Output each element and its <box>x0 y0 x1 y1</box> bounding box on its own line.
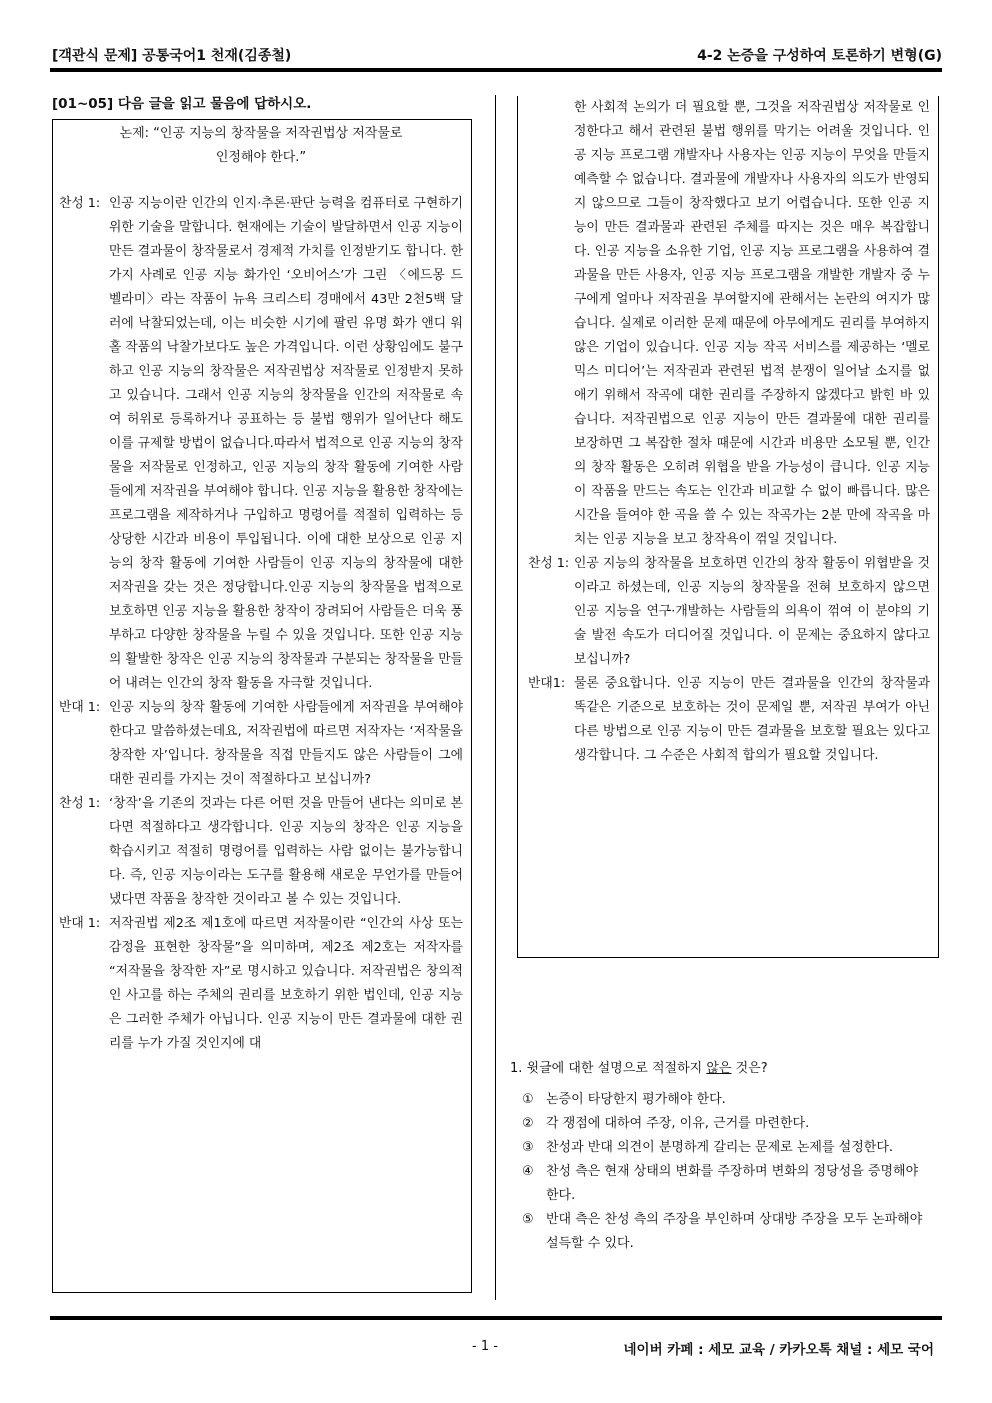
speech-text: ‘창작’을 기존의 것과는 다른 어떤 것을 만들어 낸다는 의미로 본다면 적절하다고 생각합니다. 인공 지능의 창작은 인공 지능을 학습시키고 적절히 명령어를 입력하는 사람 없이는 불가능합니다. 즉, 인공 지능이라는 도구를 활용해 새로운 무언가를 만들어 냈다면 작품을 창작한 것이라고 볼 수 있는 것입니다. <box>109 796 463 907</box>
speaker-label: 반대1: <box>528 676 566 691</box>
speech-continuation: 한 사회적 논의가 더 필요할 뿐, 그것을 저작권법상 저작물로 인정한다고 해서 관련된 불법 행위를 막기는 어려울 것입니다. 인공 지능 프로그램 개발자나 사용자는 인공 지능이 무엇을 만들지 예측할 수 없습니다. 결과물에 개발자나 사용자의 의도가 반영되지 않으므로 그들이 창작했다고 보기 어렵습니다. 또한 인공 지능이 만든 결과물과 관련된 주체를 따지는 것은 매우 복잡합니다. 인공 지능을 소유한 기업, 인공 지능 프로그램을 사용하여 결과물을 만든 사용자, 인공 지능 프로그램을 개발한 개발자 중 누구에게 얼마나 저작권을 부여할지에 관해서는 논란의 여지가 많습니다. 실제로 이러한 문제 때문에 아무에게도 권리를 부여하지 않은 기업이 있습니다. 인공 지능 작곡 서비스를 제공하는 ‘멜로믹스 미디어’는 저작권과 관련된 법적 분쟁이 일어날 소지를 없애기 위해서 작곡에 대한 권리를 주장하지 않겠다고 밝힌 바 있습니다. 저작권법으로 인공 지능이 만든 결과물에 대한 권리를 보장하면 그 복잡한 절차 때문에 시간과 비용만 소모될 뿐, 인간의 창작 활동은 오히려 위협을 받을 가능성이 큽니다. 인공 지능이 작품을 만드는 속도는 인간과 비교할 수 없이 빠릅니다. 많은 시간을 들여야 한 곡을 쓸 수 있는 작곡가는 2분 만에 작곡을 마치는 인공 지능을 보고 창작욕이 꺾일 것입니다. <box>574 100 930 547</box>
speech-text: 저작권법 제2조 제1호에 따르면 저작물이란 “인간의 사상 또는 감정을 표현한 창작물”을 의미하며, 제2조 제2호는 저작자를 “저작물을 창작한 자”로 명시하고 있습니다. 저작권법은 창의적인 사고를 하는 주체의 권리를 보호하기 위한 법인데, 인공 지능은 그러한 주체가 아닙니다. 인공 지능이 만든 결과물에 대한 권리를 누가 가질 것인지에 대 <box>109 916 463 1051</box>
column-divider <box>495 95 496 1300</box>
topic-line-1: 논제: “인공 지능의 창작물을 저작권법상 저작물로 <box>119 126 403 141</box>
speech-text: 인공 지능의 창작 활동에 기여한 사람들에게 저작권을 부여해야 한다고 말씀하셨는데요, 저작권법에 따르면 저작자는 ‘저작물을 창작한 자’입니다. 창작물을 직접 만들지도 않은 사람들이 그에 대한 권리를 가지는 것이 적절하다고 보십니까? <box>109 700 463 787</box>
option-text: 찬성 측은 현재 상태의 변화를 주장하며 변화의 정당성을 증명해야 한다. <box>546 1164 919 1203</box>
passage-box-left <box>52 119 472 1293</box>
option-number: ③ <box>522 1140 534 1155</box>
speech-text: 인공 지능의 창작물을 보호하면 인간의 창작 활동이 위협받을 것이라고 하셨는데, 인공 지능의 창작물을 전혀 보호하지 않으면 인공 지능을 연구·개발하는 사람들의 의욕이 꺾여 이 분야의 기술 발전 속도가 더디어질 것입니다. 이 문제는 중요하지 않다고 보십니까? <box>574 556 930 667</box>
speech-text: 물론 중요합니다. 인공 지능이 만든 결과물을 인간의 창작물과 똑같은 기준으로 보호하는 것이 문제일 뿐, 저작권 부여가 아닌 다른 방법으로 인공 지능이 만든 결과물을 보호할 필요는 있다고 생각합니다. 그 수준은 사회적 합의가 필요할 것입니다. <box>574 676 930 763</box>
option-number: ⑤ <box>522 1212 534 1227</box>
answer-option[interactable] <box>522 1208 934 1256</box>
bottom-rule <box>50 1316 942 1320</box>
header-unit: 4-2 논증을 구성하여 토론하기 변형(G) <box>697 48 942 64</box>
header-title: [객관식 문제] 공통국어1 천재(김종철) <box>52 48 292 64</box>
speech <box>59 696 463 792</box>
answer-option[interactable] <box>522 1136 934 1160</box>
option-text: 찬성과 반대 의견이 분명하게 갈리는 문제로 논제를 설정한다. <box>546 1140 894 1155</box>
speech <box>59 792 463 912</box>
speaker-label: 반대 1: <box>59 700 101 715</box>
option-text: 각 쟁점에 대하여 주장, 이유, 근거를 마련한다. <box>546 1116 810 1131</box>
question-stem <box>510 1057 768 1076</box>
debate-topic <box>59 122 463 170</box>
option-number: ① <box>522 1092 534 1107</box>
answer-option[interactable] <box>522 1112 934 1136</box>
page-number: - 1 - <box>472 1339 498 1354</box>
speaker-label: 반대 1: <box>59 916 101 931</box>
question-prefix: 1. 윗글에 대한 설명으로 적절하지 <box>510 1061 707 1076</box>
option-text: 논증이 타당한지 평가해야 한다. <box>546 1092 726 1107</box>
speaker-label: 찬성 1: <box>528 556 570 571</box>
option-text: 반대 측은 찬성 측의 주장을 부인하며 상대방 주장을 모두 논파해야 설득할 수 있다. <box>546 1212 923 1251</box>
answer-options <box>522 1088 934 1256</box>
speech <box>59 912 463 1056</box>
question-emphasis: 않은 <box>706 1061 732 1076</box>
top-rule <box>50 68 942 72</box>
speaker-label: 찬성 1: <box>59 796 101 811</box>
passage-box-right <box>517 96 939 958</box>
answer-option[interactable] <box>522 1160 934 1208</box>
speaker-label: 찬성 1: <box>59 196 101 211</box>
answer-option[interactable] <box>522 1088 934 1112</box>
speech-text: 인공 지능이란 인간의 인지·추론·판단 능력을 컴퓨터로 구현하기 위한 기술을 말합니다. 현재에는 기술이 발달하면서 인공 지능이 만든 결과물이 창작물로서 경제적 가치를 인정받기도 합니다. 한 가지 사례로 인공 지능 화가인 ‘오비어스’가 그린 〈에드몽 드 벨라미〉라는 작품이 뉴욕 크리스티 경매에서 43만 2천5백 달러에 낙찰되었는데, 이는 비슷한 시기에 팔린 유명 화가 앤디 워홀 작품의 낙찰가보다도 높은 가격입니다. 이런 상황임에도 불구하고 인공 지능의 창작물은 저작권법상 저작물로 인정받지 못하고 있습니다. 그래서 인공 지능의 창작물을 인간의 저작물로 속여 허위로 등록하거나 공표하는 등 불법 행위가 일어난다 해도 이를 규제할 방법이 없습니다.따라서 법적으로 인공 지능의 창작물을 저작물로 인정하고, 인공 지능의 창작 활동에 기여한 사람들에게 저작권을 부여해야 합니다. 인공 지능을 활용한 창작에는 프로그램을 제작하거나 구입하고 명령어를 적절히 입력하는 등 상당한 시간과 비용이 투입됩니다. 이에 대한 보상으로 인공 지능의 창작 활동에 기여한 사람들이 인공 지능의 창작물에 대한 저작권을 갖는 것은 정당합니다.인공 지능의 창작물을 법적으로 보호하면 인공 지능을 활용한 창작이 장려되어 사람들은 더욱 풍부하고 다양한 창작물을 누릴 수 있을 것입니다. 또한 인공 지능의 활발한 창작은 인공 지능의 창작물과 구분되는 창작물을 만들어 내려는 인간의 창작 활동을 자극할 것입니다. <box>109 196 463 691</box>
speech <box>528 552 930 672</box>
speech <box>59 192 463 696</box>
speech <box>528 672 930 768</box>
footer-credit: 네이버 카페 : 세모 교육 / 카카오톡 채널 : 세모 국어 <box>623 1342 934 1358</box>
option-number: ② <box>522 1116 534 1131</box>
section-title: [01~05] 다음 글을 읽고 물음에 답하시오. <box>52 96 312 112</box>
question-suffix: 것은? <box>731 1061 768 1076</box>
option-number: ④ <box>522 1164 534 1179</box>
topic-line-2: 인정해야 한다.” <box>215 150 307 165</box>
